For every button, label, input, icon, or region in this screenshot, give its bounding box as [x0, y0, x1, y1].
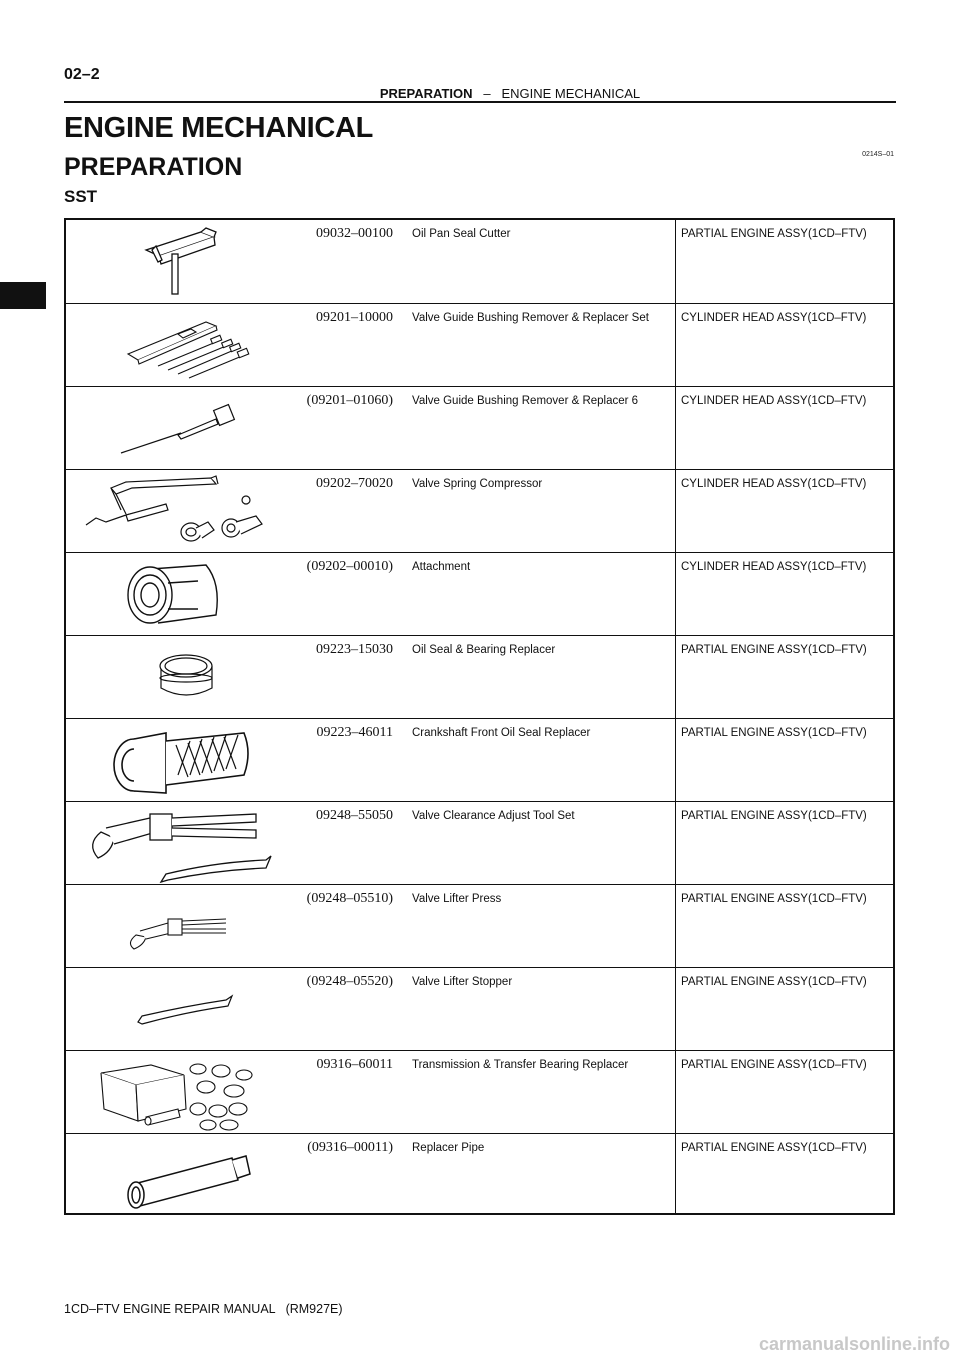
doc-code: 0214S–01	[862, 151, 894, 158]
replacer-pipe-icon	[66, 1134, 316, 1217]
part-number: 09202–70020	[316, 476, 393, 491]
part-number: (09201–01060)	[306, 393, 393, 408]
tool-usage: PARTIAL ENGINE ASSY(1CD–FTV)	[681, 644, 867, 656]
tool-name: Valve Guide Bushing Remover & Replacer 6	[412, 395, 639, 407]
valve-clearance-tool-icon	[66, 802, 316, 885]
table-row	[66, 386, 893, 470]
part-number: 09201–10000	[316, 310, 393, 325]
part-number: (09202–00010)	[306, 559, 393, 574]
sst-heading: SST	[64, 187, 98, 206]
page-footer: 1CD–FTV ENGINE REPAIR MANUAL (RM927E)	[64, 1302, 343, 1316]
tool-usage: PARTIAL ENGINE ASSY(1CD–FTV)	[681, 1142, 867, 1154]
table-row	[66, 801, 893, 885]
table-row	[66, 220, 893, 303]
tool-usage: PARTIAL ENGINE ASSY(1CD–FTV)	[681, 1059, 867, 1071]
lifter-stopper-icon	[66, 968, 316, 1051]
seal-cutter-icon	[66, 220, 316, 303]
table-row	[66, 303, 893, 387]
tool-usage: CYLINDER HEAD ASSY(1CD–FTV)	[681, 312, 867, 324]
tool-name: Valve Guide Bushing Remover & Replacer Set	[412, 312, 649, 324]
tool-name: Valve Lifter Press	[412, 893, 502, 905]
tool-usage: CYLINDER HEAD ASSY(1CD–FTV)	[681, 561, 867, 573]
table-row	[66, 967, 893, 1051]
table-row	[66, 718, 893, 802]
tool-usage: PARTIAL ENGINE ASSY(1CD–FTV)	[681, 893, 867, 905]
bearing-replacer-icon	[66, 636, 316, 719]
tool-usage: PARTIAL ENGINE ASSY(1CD–FTV)	[681, 810, 867, 822]
header-rule	[64, 101, 896, 103]
header-dash: –	[483, 86, 491, 101]
tool-name: Valve Clearance Adjust Tool Set	[412, 810, 575, 822]
part-number: 09316–60011	[316, 1057, 393, 1072]
part-number: 09223–15030	[316, 642, 393, 657]
part-number: (09248–05510)	[306, 891, 393, 906]
tool-usage: CYLINDER HEAD ASSY(1CD–FTV)	[681, 478, 867, 490]
bushing-set-icon	[66, 304, 316, 387]
bushing-remover-icon	[66, 387, 316, 470]
table-row	[66, 884, 893, 968]
tool-name: Oil Seal & Bearing Replacer	[412, 644, 556, 656]
spring-compressor-icon	[66, 470, 316, 553]
tool-name: Attachment	[412, 561, 471, 573]
tool-usage: PARTIAL ENGINE ASSY(1CD–FTV)	[681, 727, 867, 739]
header-subsection: ENGINE MECHANICAL	[501, 86, 641, 101]
crankshaft-seal-replacer-icon	[66, 719, 316, 802]
tool-usage: CYLINDER HEAD ASSY(1CD–FTV)	[681, 395, 867, 407]
part-number: (09248–05520)	[306, 974, 393, 989]
part-number: 09248–55050	[316, 808, 393, 823]
part-number: 09032–00100	[316, 226, 393, 241]
tool-name: Crankshaft Front Oil Seal Replacer	[412, 727, 591, 739]
table-row	[66, 1050, 893, 1134]
part-number: 09223–46011	[316, 725, 393, 740]
tool-usage: PARTIAL ENGINE ASSY(1CD–FTV)	[681, 976, 867, 988]
sst-table	[64, 218, 895, 1215]
table-row	[66, 469, 893, 553]
page-title: ENGINE MECHANICAL	[64, 112, 374, 144]
bearing-replacer-kit-icon	[66, 1051, 316, 1134]
side-tab	[0, 282, 46, 309]
table-row	[66, 552, 893, 636]
lifter-press-icon	[66, 885, 316, 968]
attachment-icon	[66, 553, 316, 636]
tool-usage: PARTIAL ENGINE ASSY(1CD–FTV)	[681, 228, 867, 240]
tool-name: Transmission & Transfer Bearing Replacer	[412, 1059, 629, 1071]
tool-name: Oil Pan Seal Cutter	[412, 228, 511, 240]
table-row	[66, 1133, 893, 1217]
part-number: (09316–00011)	[307, 1140, 393, 1155]
table-row	[66, 635, 893, 719]
tool-name: Valve Lifter Stopper	[412, 976, 513, 988]
tool-name: Valve Spring Compressor	[412, 478, 543, 490]
running-header	[0, 86, 960, 101]
section-title: PREPARATION	[64, 153, 243, 181]
header-section: PREPARATION	[379, 86, 473, 101]
tool-name: Replacer Pipe	[412, 1142, 485, 1154]
page-number: 02–2	[64, 66, 100, 83]
watermark: carmanualsonline.info	[758, 1334, 950, 1354]
